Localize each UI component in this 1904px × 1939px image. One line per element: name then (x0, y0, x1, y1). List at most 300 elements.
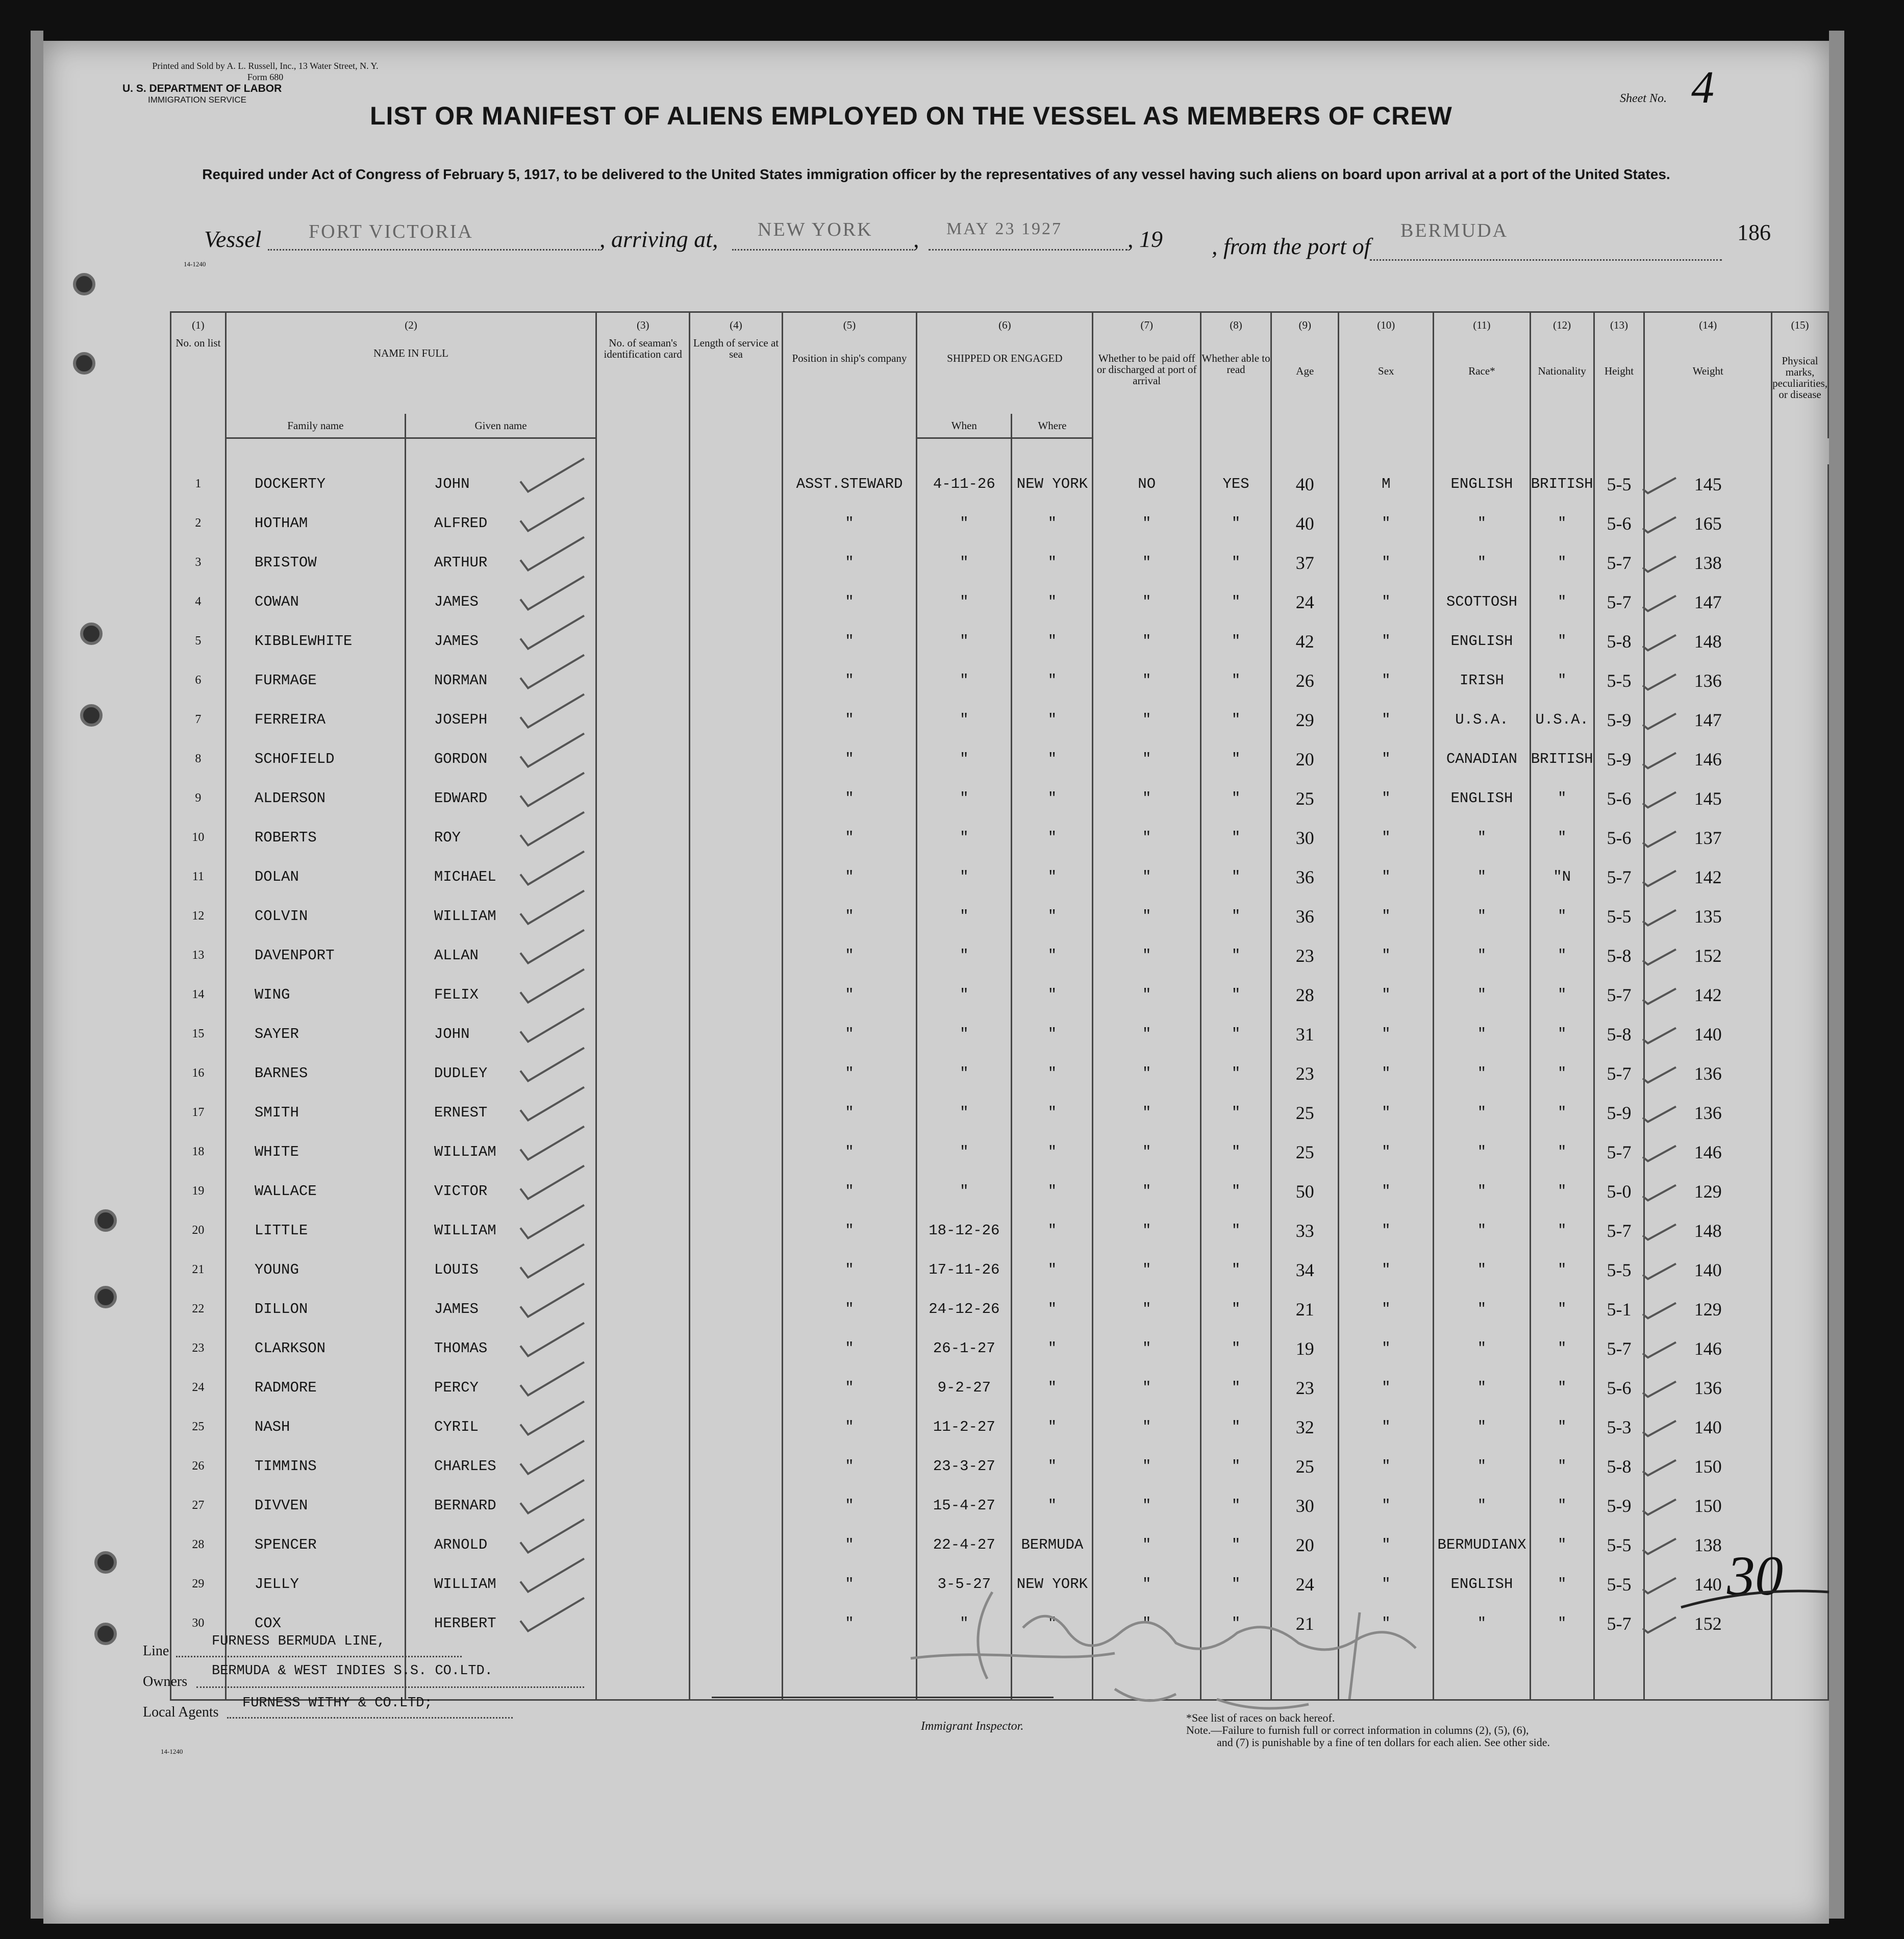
cell-position: " (782, 1132, 916, 1172)
cell-height: 5-6 (1594, 818, 1644, 857)
cell-where: " (1012, 975, 1093, 1014)
cell-no: 17 (171, 1093, 226, 1132)
name-checkmark (520, 459, 584, 492)
name-checkmark (520, 930, 584, 963)
cell-when: 24-12-26 (917, 1289, 1012, 1329)
cell-sex: " (1339, 1289, 1434, 1329)
cell-when: 18-12-26 (917, 1211, 1012, 1250)
cell-height: 5-8 (1594, 936, 1644, 975)
departure-port: BERMUDA (1400, 220, 1509, 241)
cell-weight: 140 (1644, 1014, 1772, 1054)
cell-when: 9-2-27 (917, 1368, 1012, 1407)
cell-height: 5-9 (1594, 739, 1644, 779)
cell-sex: " (1339, 1368, 1434, 1407)
cell-weight: 145 (1644, 464, 1772, 504)
arrival-date: MAY 23 1927 (946, 219, 1062, 238)
cell-paid: " (1093, 975, 1201, 1014)
cell-height: 5-1 (1594, 1289, 1644, 1329)
cell-read: " (1200, 818, 1271, 857)
cell-family: COWAN (226, 582, 405, 622)
marks-checkmark (1643, 478, 1676, 493)
cell-height: 5-9 (1594, 1093, 1644, 1132)
cell-no: 13 (171, 936, 226, 975)
service: IMMIGRATION SERVICE (148, 95, 247, 105)
cell-paid: " (1093, 739, 1201, 779)
agents-label: Local Agents (143, 1704, 219, 1720)
col-read: Whether able to read (1200, 337, 1271, 438)
cell-read: " (1200, 1132, 1271, 1172)
cell-where: " (1012, 857, 1093, 897)
cell-paid: " (1093, 1289, 1201, 1329)
cell-sex: " (1339, 700, 1434, 739)
cell-family: SAYER (226, 1014, 405, 1054)
col-number: (3) (596, 312, 690, 338)
name-checkmark (520, 1402, 584, 1435)
cell-no: 8 (171, 739, 226, 779)
cell-weight: 140 (1644, 1564, 1772, 1604)
cell-position: " (782, 1093, 916, 1132)
marks-checkmark (1643, 557, 1676, 572)
cell-where: NEW YORK (1012, 464, 1093, 504)
cell-race: " (1434, 1211, 1531, 1250)
col-length: Length of service at sea (690, 337, 783, 438)
cell-when: " (917, 1604, 1012, 1643)
cell-height: 5-9 (1594, 700, 1644, 739)
cell-when: " (917, 857, 1012, 897)
page-title: LIST OR MANIFEST OF ALIENS EMPLOYED ON THE VESSEL AS MEMBERS OF CREW (370, 102, 1452, 130)
cell-family: LITTLE (226, 1211, 405, 1250)
cell-height: 5-0 (1594, 1172, 1644, 1211)
marks-checkmark (1643, 714, 1676, 729)
cell-position: ASST.STEWARD (782, 464, 916, 504)
cell-where: " (1012, 1486, 1093, 1525)
cell-where: BERMUDA (1012, 1525, 1093, 1564)
cell-nationality: " (1530, 936, 1594, 975)
cell-race: IRISH (1434, 661, 1531, 700)
cell-no: 29 (171, 1564, 226, 1604)
stamp-number: 186 (1737, 220, 1771, 245)
note-penalty: Note.—Failure to furnish full or correct information in columns (2), (5), (6), (1186, 1724, 1529, 1736)
cell-weight: 146 (1644, 1329, 1772, 1368)
marks-checkmark (1643, 1225, 1676, 1240)
cell-weight: 147 (1644, 700, 1772, 739)
cell-nationality: " (1530, 661, 1594, 700)
cell-weight: 140 (1644, 1250, 1772, 1289)
cell-read: " (1200, 739, 1271, 779)
name-checkmark (520, 1441, 584, 1474)
cell-given: ARTHUR (405, 543, 596, 582)
cell-read: " (1200, 1486, 1271, 1525)
cell-age: 24 (1271, 582, 1339, 622)
cell-when: " (917, 504, 1012, 543)
cell-nationality: " (1530, 1447, 1594, 1486)
year-label: , 19 (1128, 226, 1163, 252)
cell-no: 23 (171, 1329, 226, 1368)
name-checkmark (520, 1284, 584, 1317)
cell-nationality: " (1530, 543, 1594, 582)
col-nationality: Nationality (1530, 337, 1594, 438)
cell-race: " (1434, 1407, 1531, 1447)
cell-where: " (1012, 1014, 1093, 1054)
col-number: (15) (1772, 312, 1828, 338)
cell-family: TIMMINS (226, 1447, 405, 1486)
cell-family: JELLY (226, 1564, 405, 1604)
cell-sex: " (1339, 622, 1434, 661)
cell-when: " (917, 1093, 1012, 1132)
cell-where: " (1012, 622, 1093, 661)
footer-form-code: 14-1240 (161, 1748, 183, 1755)
owners-value: BERMUDA & WEST INDIES S.S. CO.LTD. (212, 1663, 493, 1679)
cell-family: WALLACE (226, 1172, 405, 1211)
cell-nationality: " (1530, 1132, 1594, 1172)
cell-height: 5-5 (1594, 897, 1644, 936)
cell-weight: 136 (1644, 1093, 1772, 1132)
manifest-page (43, 41, 1829, 1924)
cell-given: WILLIAM (405, 1564, 596, 1604)
cell-height: 5-7 (1594, 1211, 1644, 1250)
cell-race: " (1434, 1289, 1531, 1329)
cell-where: " (1012, 1329, 1093, 1368)
cell-position: " (782, 936, 916, 975)
name-checkmark (520, 1127, 584, 1160)
col-number: (8) (1200, 312, 1271, 338)
cell-nationality: " (1530, 1564, 1594, 1604)
marks-checkmark (1643, 1382, 1676, 1397)
name-checkmark (520, 655, 584, 688)
cell-weight: 138 (1644, 543, 1772, 582)
marks-checkmark (1643, 910, 1676, 926)
name-checkmark (520, 537, 584, 570)
cell-where: " (1012, 779, 1093, 818)
col-number: (1) (171, 312, 226, 338)
cell-age: 25 (1271, 1093, 1339, 1132)
cell-no: 16 (171, 1054, 226, 1093)
cell-read: " (1200, 1447, 1271, 1486)
col-number: (9) (1271, 312, 1339, 338)
cell-family: FERREIRA (226, 700, 405, 739)
cell-no: 5 (171, 622, 226, 661)
col-number: (11) (1434, 312, 1531, 338)
cell-where: " (1012, 543, 1093, 582)
name-checkmark (520, 852, 584, 885)
cell-sex: " (1339, 1172, 1434, 1211)
cell-height: 5-6 (1594, 779, 1644, 818)
cell-weight: 142 (1644, 975, 1772, 1014)
cell-no: 26 (171, 1447, 226, 1486)
name-checkmark (520, 1323, 584, 1356)
cell-given: FELIX (405, 975, 596, 1014)
printer-line: Printed and Sold by A. L. Russell, Inc., 13 Water Street, N. Y. (152, 61, 379, 71)
col-family: Family name (226, 414, 405, 438)
arrival-port: NEW YORK (758, 219, 873, 240)
col-when: When (917, 414, 1012, 438)
cell-given: JAMES (405, 1289, 596, 1329)
cell-nationality: " (1530, 779, 1594, 818)
cell-given: JAMES (405, 582, 596, 622)
cell-given: DUDLEY (405, 1054, 596, 1093)
cell-read: " (1200, 1329, 1271, 1368)
cell-height: 5-7 (1594, 975, 1644, 1014)
cell-nationality: U.S.A. (1530, 700, 1594, 739)
marks-checkmark (1643, 1343, 1676, 1358)
cell-nationality: " (1530, 1329, 1594, 1368)
cell-weight: 135 (1644, 897, 1772, 936)
cell-no: 21 (171, 1250, 226, 1289)
marks-checkmark (1643, 675, 1676, 690)
marks-checkmark (1643, 596, 1676, 611)
cell-age: 40 (1271, 464, 1339, 504)
cell-paid: " (1093, 1407, 1201, 1447)
port-label: , from the port of (1212, 233, 1371, 259)
cell-no: 25 (171, 1407, 226, 1447)
cell-when: " (917, 739, 1012, 779)
cell-given: ALFRED (405, 504, 596, 543)
note-penalty-cont: and (7) is punishable by a fine of ten dollars for each alien. See other side. (1217, 1736, 1550, 1749)
cell-nationality: " (1530, 818, 1594, 857)
cell-height: 5-7 (1594, 582, 1644, 622)
cell-paid: " (1093, 504, 1201, 543)
marks-checkmark (1643, 753, 1676, 768)
cell-height: 5-5 (1594, 1525, 1644, 1564)
cell-no: 27 (171, 1486, 226, 1525)
cell-nationality: " (1530, 1368, 1594, 1407)
cell-paid: " (1093, 818, 1201, 857)
col-position: Position in ship's company (782, 337, 916, 438)
cell-family: SMITH (226, 1093, 405, 1132)
marks-checkmark (1643, 989, 1676, 1004)
cell-paid: " (1093, 622, 1201, 661)
marks-checkmark (1643, 871, 1676, 886)
cell-when: " (917, 897, 1012, 936)
marks-checkmark (1643, 1107, 1676, 1122)
cell-position: " (782, 818, 916, 857)
cell-position: " (782, 1250, 916, 1289)
cell-position: " (782, 1486, 916, 1525)
cell-where: " (1012, 739, 1093, 779)
cell-age: 23 (1271, 1054, 1339, 1093)
form-number: Form 680 (247, 72, 284, 82)
cell-paid: " (1093, 779, 1201, 818)
cell-when: 17-11-26 (917, 1250, 1012, 1289)
cell-weight: 138 (1644, 1525, 1772, 1564)
cell-height: 5-7 (1594, 543, 1644, 582)
cell-when: " (917, 975, 1012, 1014)
cell-weight: 152 (1644, 1604, 1772, 1643)
cell-height: 5-5 (1594, 661, 1644, 700)
cell-given: NORMAN (405, 661, 596, 700)
cell-weight: 129 (1644, 1172, 1772, 1211)
cell-weight: 140 (1644, 1407, 1772, 1447)
cell-where: " (1012, 1447, 1093, 1486)
cell-read: " (1200, 897, 1271, 936)
sheet-number: 4 (1691, 62, 1714, 113)
col-given: Given name (405, 414, 596, 438)
cell-nationality: BRITISH (1530, 464, 1594, 504)
cell-race: " (1434, 1132, 1531, 1172)
cell-when: 26-1-27 (917, 1329, 1012, 1368)
cell-weight: 129 (1644, 1289, 1772, 1329)
name-checkmark (520, 616, 584, 649)
cell-paid: " (1093, 1564, 1201, 1604)
cell-age: 30 (1271, 818, 1339, 857)
cell-family: DOCKERTY (226, 464, 405, 504)
cell-read: " (1200, 1093, 1271, 1132)
name-checkmark (520, 1362, 584, 1396)
cell-no: 9 (171, 779, 226, 818)
cell-no: 6 (171, 661, 226, 700)
col-age: Age (1271, 337, 1339, 438)
marks-checkmark (1643, 635, 1676, 651)
cell-sex: M (1339, 464, 1434, 504)
form-code: 14-1240 (184, 260, 206, 268)
cell-paid: " (1093, 582, 1201, 622)
cell-paid: " (1093, 1093, 1201, 1132)
name-checkmark (520, 498, 584, 531)
cell-given: VICTOR (405, 1172, 596, 1211)
cell-where: " (1012, 504, 1093, 543)
cell-race: " (1434, 1329, 1531, 1368)
cell-sex: " (1339, 1054, 1434, 1093)
inspector-label: Immigrant Inspector. (921, 1720, 1024, 1733)
cell-position: " (782, 1014, 916, 1054)
cell-read: " (1200, 582, 1271, 622)
name-checkmark (520, 1166, 584, 1199)
name-checkmark (520, 970, 584, 1003)
col-shipped: SHIPPED OR ENGAGED (917, 337, 1093, 414)
cell-race: BERMUDIANX (1434, 1525, 1531, 1564)
cell-when: 23-3-27 (917, 1447, 1012, 1486)
cell-age: 20 (1271, 739, 1339, 779)
cell-where: " (1012, 936, 1093, 975)
cell-nationality: " (1530, 504, 1594, 543)
col-number: (10) (1339, 312, 1434, 338)
cell-given: WILLIAM (405, 1211, 596, 1250)
cell-height: 5-7 (1594, 1329, 1644, 1368)
cell-weight: 146 (1644, 1132, 1772, 1172)
cell-given: EDWARD (405, 779, 596, 818)
col-sex: Sex (1339, 337, 1434, 438)
marks-checkmark (1643, 1460, 1676, 1476)
vessel-label: Vessel (204, 226, 262, 252)
cell-age: 50 (1271, 1172, 1339, 1211)
cell-given: PERCY (405, 1368, 596, 1407)
cell-sex: " (1339, 1604, 1434, 1643)
cell-no: 12 (171, 897, 226, 936)
cell-family: FURMAGE (226, 661, 405, 700)
cell-age: 21 (1271, 1289, 1339, 1329)
cell-age: 25 (1271, 779, 1339, 818)
cell-nationality: " (1530, 1525, 1594, 1564)
cell-race: " (1434, 1172, 1531, 1211)
cell-paid: " (1093, 1447, 1201, 1486)
cell-family: COX (226, 1604, 405, 1643)
cell-height: 5-8 (1594, 622, 1644, 661)
cell-where: " (1012, 1132, 1093, 1172)
cell-paid: " (1093, 1368, 1201, 1407)
col-number: (5) (782, 312, 916, 338)
name-checkmark (520, 1205, 584, 1238)
cell-where: NEW YORK (1012, 1564, 1093, 1604)
cell-race: CANADIAN (1434, 739, 1531, 779)
cell-where: " (1012, 1250, 1093, 1289)
cell-sex: " (1339, 543, 1434, 582)
cell-paid: " (1093, 1525, 1201, 1564)
cell-weight: 145 (1644, 779, 1772, 818)
col-name: NAME IN FULL (226, 337, 596, 414)
name-checkmark (520, 577, 584, 610)
cell-age: 30 (1271, 1486, 1339, 1525)
cell-given: LOUIS (405, 1250, 596, 1289)
cell-when: 4-11-26 (917, 464, 1012, 504)
marks-checkmark (1643, 1028, 1676, 1043)
cell-family: DOLAN (226, 857, 405, 897)
cell-when: 3-5-27 (917, 1564, 1012, 1604)
cell-race: " (1434, 1447, 1531, 1486)
cell-given: ROY (405, 818, 596, 857)
cell-read: " (1200, 936, 1271, 975)
cell-position: " (782, 543, 916, 582)
cell-where: " (1012, 897, 1093, 936)
cell-height: 5-8 (1594, 1014, 1644, 1054)
cell-weight: 147 (1644, 582, 1772, 622)
cell-sex: " (1339, 1093, 1434, 1132)
cell-no: 18 (171, 1132, 226, 1172)
name-checkmark (520, 1087, 584, 1121)
cell-where: " (1012, 1172, 1093, 1211)
cell-sex: " (1339, 1250, 1434, 1289)
cell-position: " (782, 739, 916, 779)
cell-position: " (782, 857, 916, 897)
cell-paid: " (1093, 1486, 1201, 1525)
cell-age: 29 (1271, 700, 1339, 739)
cell-weight: 142 (1644, 857, 1772, 897)
cell-no: 2 (171, 504, 226, 543)
cell-race: ENGLISH (1434, 622, 1531, 661)
cell-family: BARNES (226, 1054, 405, 1093)
cell-race: " (1434, 1093, 1531, 1132)
cell-nationality: " (1530, 1407, 1594, 1447)
cell-nationality: " (1530, 1054, 1594, 1093)
separator-comma: , (913, 226, 919, 252)
cell-given: MICHAEL (405, 857, 596, 897)
cell-paid: " (1093, 1211, 1201, 1250)
cell-weight: 150 (1644, 1486, 1772, 1525)
cell-position: " (782, 1604, 916, 1643)
col-weight: Weight (1644, 337, 1772, 438)
cell-read: " (1200, 1368, 1271, 1407)
cell-nationality: " (1530, 1211, 1594, 1250)
cell-age: 23 (1271, 1368, 1339, 1407)
cell-no: 19 (171, 1172, 226, 1211)
cell-paid: " (1093, 1250, 1201, 1289)
cell-height: 5-7 (1594, 1132, 1644, 1172)
cell-age: 21 (1271, 1604, 1339, 1643)
cell-height: 5-5 (1594, 1564, 1644, 1604)
cell-family: YOUNG (226, 1250, 405, 1289)
name-checkmark (520, 1048, 584, 1081)
cell-paid: " (1093, 857, 1201, 897)
marks-checkmark (1643, 1146, 1676, 1161)
cell-family: SPENCER (226, 1525, 405, 1564)
cell-sex: " (1339, 1525, 1434, 1564)
cell-position: " (782, 975, 916, 1014)
cell-paid: " (1093, 1054, 1201, 1093)
cell-age: 42 (1271, 622, 1339, 661)
cell-age: 36 (1271, 897, 1339, 936)
cell-paid: " (1093, 543, 1201, 582)
cell-age: 28 (1271, 975, 1339, 1014)
cell-given: GORDON (405, 739, 596, 779)
